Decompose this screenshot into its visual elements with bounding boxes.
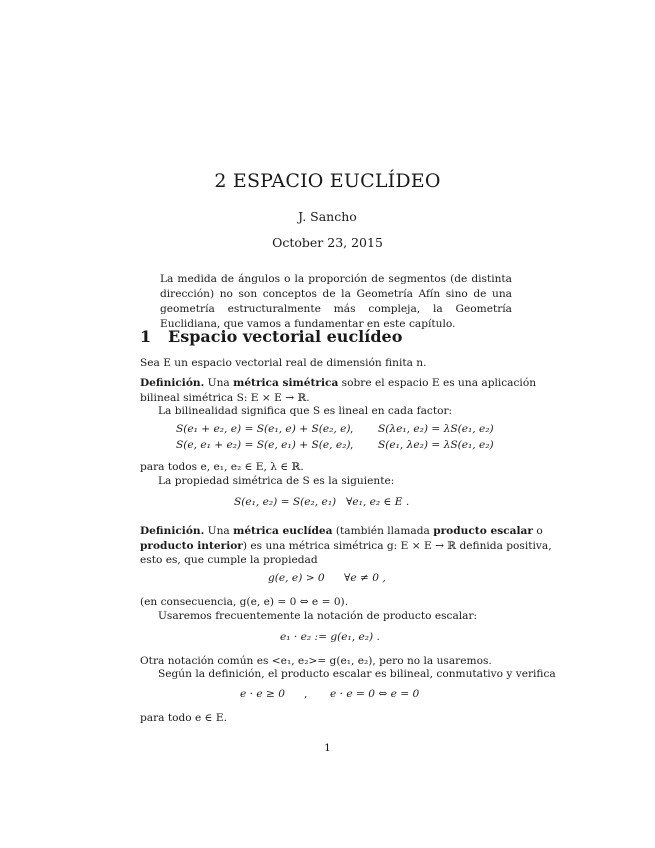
consequence-text: (en consecuencia, g(e, e) = 0 ⇔ e = 0). bbox=[140, 596, 349, 608]
equation-positive-left: g(e, e) > 0 bbox=[268, 572, 325, 584]
intro-paragraph: Sea E un espacio vectorial real de dimensión finita n. bbox=[140, 357, 427, 369]
section-heading bbox=[140, 327, 402, 346]
document-date: October 23, 2015 bbox=[272, 235, 383, 250]
definition-2-mid: (también llamada bbox=[332, 525, 434, 537]
definition-1-pre: Una bbox=[204, 377, 234, 389]
equation-symmetric-left: S(e₁, e₂) = S(e₂, e₁) bbox=[234, 496, 337, 508]
equation-dot-product: e₁ · e₂ := g(e₁, e₂) . bbox=[280, 631, 380, 643]
symmetric-text: La propiedad simétrica de S es la siguiente: bbox=[158, 475, 395, 487]
definition-2-term2: producto escalar bbox=[433, 525, 533, 537]
definition-2-line2 bbox=[140, 539, 552, 554]
equation-positive-right: ∀e ≠ 0 , bbox=[344, 572, 386, 584]
definition-1-term: métrica simétrica bbox=[233, 377, 339, 389]
definition-1-line1 bbox=[140, 376, 536, 391]
definition-result-text: Según la definición, el producto escalar es bilineal, conmutativo y verifica bbox=[158, 668, 556, 680]
page-number: 1 bbox=[324, 742, 331, 754]
equation-symmetric-right: ∀e₁, e₂ ∈ E . bbox=[346, 496, 410, 508]
forall-text: para todos e, e₁, e₂ ∈ E, λ ∈ ℝ. bbox=[140, 461, 304, 473]
equation-row2-right: S(e₁, λe₂) = λS(e₁, e₂) bbox=[378, 439, 494, 451]
definition-1-line2: bilineal simétrica S: E × E → ℝ. bbox=[140, 392, 310, 404]
abstract: La medida de ángulos o la proporción de segmentos (de distinta dirección) no son conceptos de la Geometría Afín sino de una geometría estructuralmente más compleja, la Geometría Euclidiana, que vamos a fundamentar en este capítulo. bbox=[160, 273, 512, 330]
equation-row1-left: S(e₁ + e₂, e) = S(e₁, e) + S(e₂, e) bbox=[176, 423, 351, 435]
definition-2-label: Definición. bbox=[140, 525, 205, 537]
definition-2-term: métrica euclídea bbox=[233, 525, 333, 537]
document-author: J. Sancho bbox=[298, 209, 357, 224]
equation-row2-sep: , bbox=[350, 439, 354, 451]
equation-row1-right: S(λe₁, e₂) = λS(e₁, e₂) bbox=[378, 423, 494, 435]
document-title: 2 ESPACIO EUCLÍDEO bbox=[214, 170, 441, 192]
final-text: para todo e ∈ E. bbox=[140, 712, 227, 724]
equation-row2-left: S(e, e₁ + e₂) = S(e, e₁) + S(e, e₂) bbox=[176, 439, 351, 451]
equation-row1-sep: , bbox=[350, 423, 354, 435]
definition-1-post: sobre el espacio E es una aplicación bbox=[338, 377, 537, 389]
section-title: Espacio vectorial euclídeo bbox=[168, 327, 403, 346]
definition-1-label: Definición. bbox=[140, 377, 205, 389]
equation-final-sep: , bbox=[304, 688, 308, 700]
equation-final-right: e · e = 0 ⇔ e = 0 bbox=[330, 688, 420, 700]
definition-2-line2-term: producto interior bbox=[140, 540, 243, 552]
section-number: 1 bbox=[140, 327, 152, 346]
equation-final-left: e · e ≥ 0 bbox=[240, 688, 285, 700]
definition-2-line2-rest: ) es una métrica simétrica g: E × E → ℝ definida positiva, bbox=[242, 540, 552, 552]
definition-2-line3: esto es, que cumple la propiedad bbox=[140, 554, 318, 566]
definition-2-pre: Una bbox=[204, 525, 234, 537]
definition-2-post: o bbox=[532, 525, 543, 537]
definition-2-line1 bbox=[140, 524, 543, 539]
other-notation-text: Otra notación común es <e₁, e₂>= g(e₁, e₂), pero no la usaremos. bbox=[140, 655, 492, 667]
notation-text: Usaremos frecuentemente la notación de producto escalar: bbox=[158, 610, 478, 622]
bilinearity-text: La bilinealidad significa que S es lineal en cada factor: bbox=[158, 405, 453, 417]
